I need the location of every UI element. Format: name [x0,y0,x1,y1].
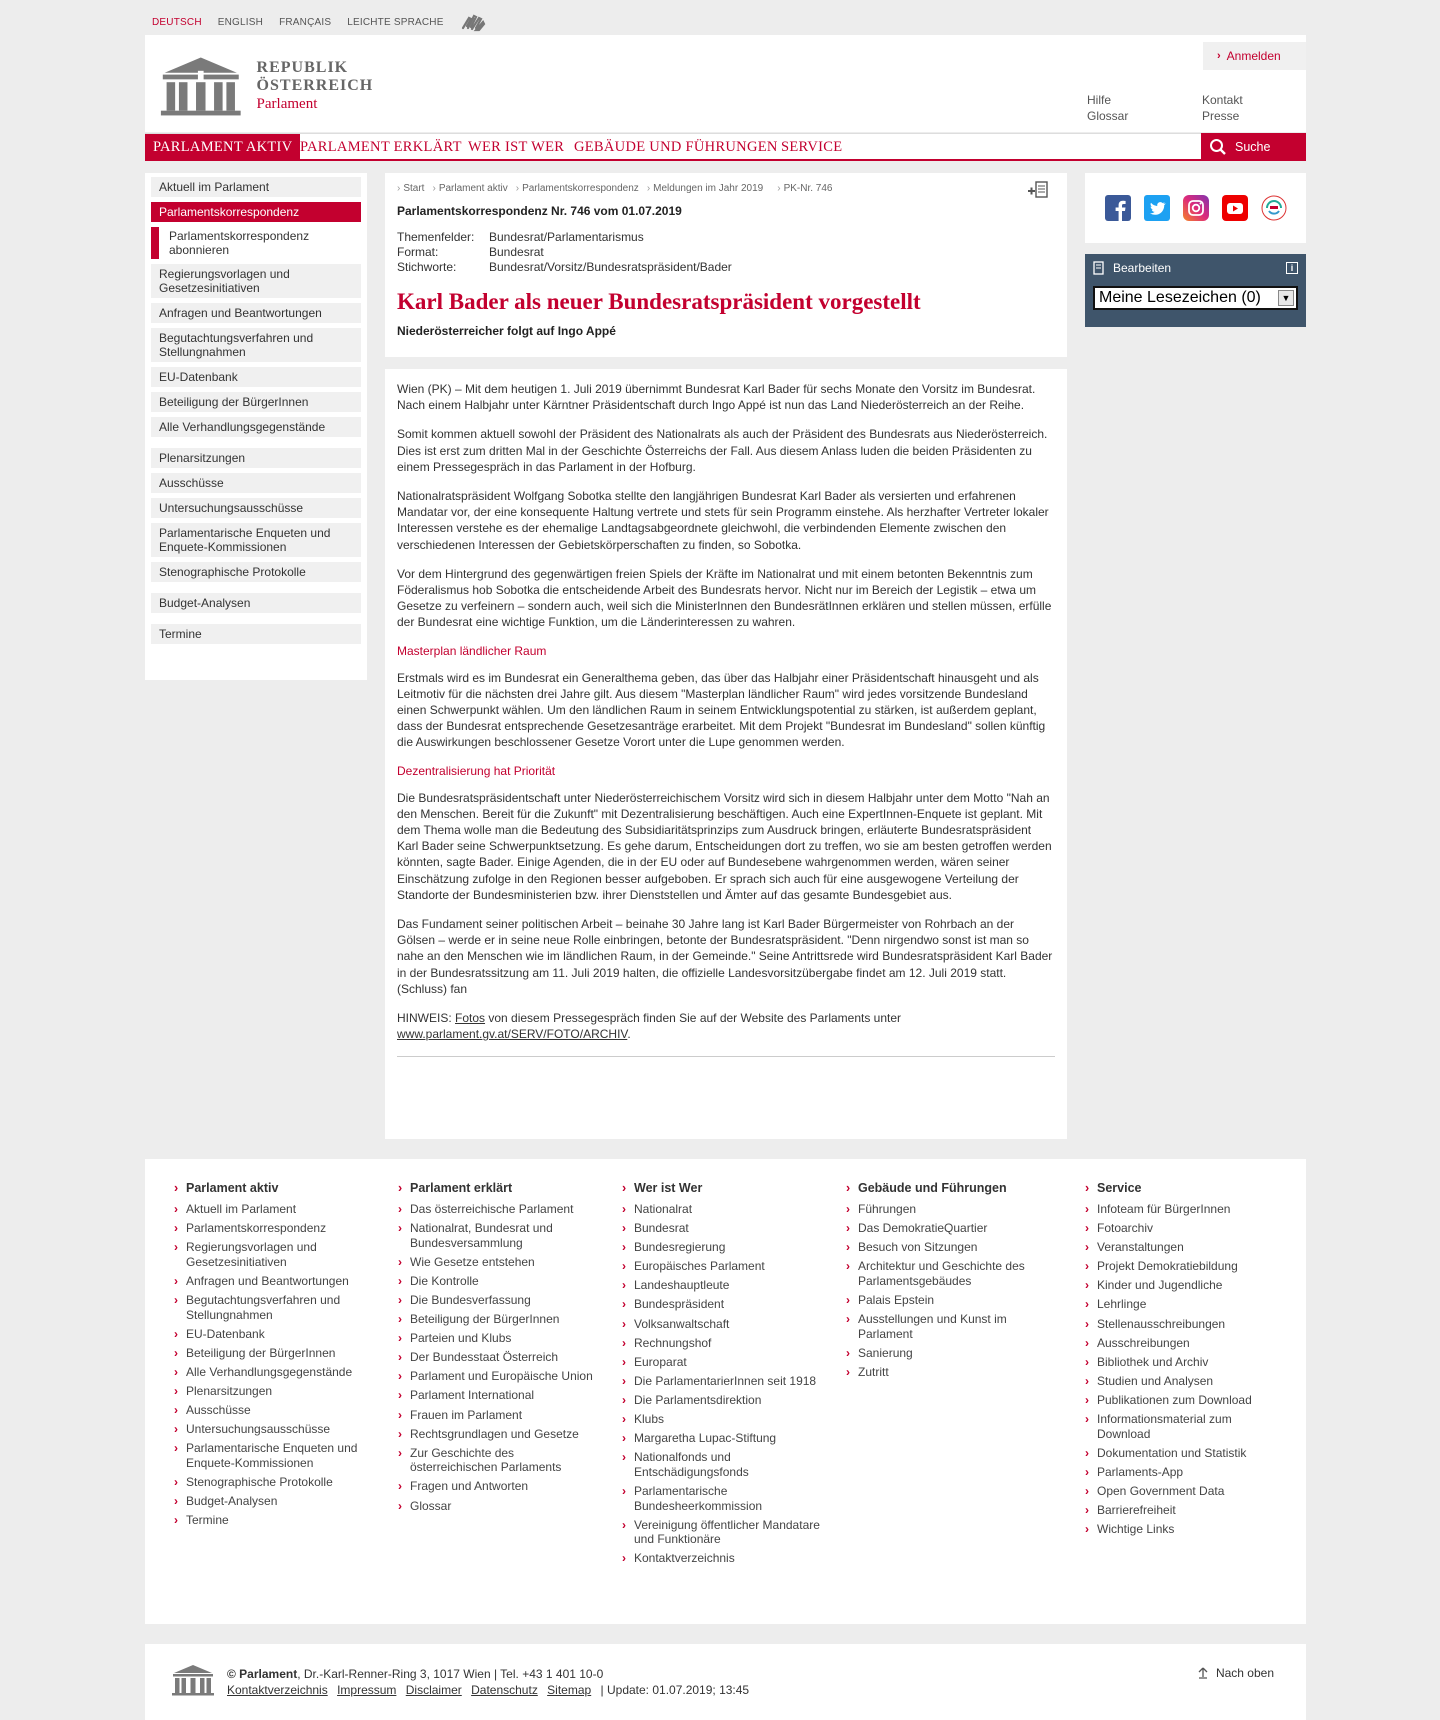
sitemap-link[interactable]: › Volksanwaltschaft [622,1317,822,1332]
sitemap-link[interactable]: › Das österreichische Parlament [398,1202,598,1217]
sitemap-link[interactable]: › Das DemokratieQuartier [846,1221,1046,1236]
sitemap-link[interactable]: › Publikationen zum Download [1085,1393,1285,1408]
footer-address: , Dr.-Karl-Renner-Ring 3, 1017 Wien | Tel. +43 1 401 10-0 [297,1667,604,1681]
sign-language-icon[interactable] [460,12,486,32]
select-value: Meine Lesezeichen (0) [1099,289,1261,306]
footer-link-sitemap[interactable]: Sitemap [547,1683,592,1697]
sitemap-link[interactable]: › Führungen [846,1202,1046,1217]
sitemap-heading[interactable]: › Parlament erklärt [398,1181,598,1195]
glossary-link[interactable]: Glossar [1087,109,1129,123]
sitemap-link[interactable]: › Barrierefreiheit [1085,1503,1285,1518]
sidebar-item-protokolle[interactable]: Stenographische Protokolle [151,562,361,582]
sitemap-link[interactable]: › Kinder und Jugendliche [1085,1278,1285,1293]
photo-archive-link[interactable]: www.parlament.gv.at/SERV/FOTO/ARCHIV [397,1027,628,1042]
sidebar-item-parlamentskorrespondenz[interactable]: Parlamentskorrespondenz [151,202,361,222]
sitemap-link[interactable]: › Veranstaltungen [1085,1240,1285,1255]
footer-link-impressum[interactable]: Impressum [337,1683,397,1697]
sitemap-link[interactable]: › Studien und Analysen [1085,1374,1285,1389]
sidebar-item-eu-datenbank[interactable]: EU-Datenbank [151,367,361,387]
instagram-icon[interactable] [1183,195,1209,221]
sitemap-link[interactable]: › Europarat [622,1355,822,1370]
sitemap-link[interactable]: › Bibliothek und Archiv [1085,1355,1285,1370]
sitemap-link[interactable]: › Stellenausschreibungen [1085,1317,1285,1332]
sitemap-link[interactable]: › Budget-Analysen [174,1494,374,1509]
language-bar [152,14,486,30]
footer-update: | Update: 01.07.2019; 13:45 [600,1683,750,1697]
sitemap-link[interactable]: › Die Parlamentsdirektion [622,1393,822,1408]
sitemap-link[interactable]: › Beteiligung der BürgerInnen [174,1346,374,1361]
footer-link-disclaimer[interactable]: Disclaimer [405,1683,462,1697]
sitemap-heading[interactable]: › Wer ist Wer [622,1181,822,1195]
bookmarks-header [1093,260,1298,276]
lang-french[interactable]: FRANÇAIS [279,16,332,28]
parliament-logo[interactable] [159,53,459,119]
sitemap-link[interactable]: › Bundespräsident [622,1297,822,1312]
sitemap-link[interactable]: › Parlamentarische Bundesheerkommission [622,1484,822,1513]
sidebar-item-enqueten[interactable]: Parlamentarische Enqueten und Enquete-Kommissionen [151,523,361,557]
breadcrumb-parlamentskorrespondenz[interactable]: › Parlamentskorrespondenz [516,183,639,194]
meta-label: Format: [397,245,439,259]
sitemap-link[interactable]: › Frauen im Parlament [398,1408,598,1423]
sitemap-link[interactable]: › Besuch von Sitzungen [846,1240,1046,1255]
note-paragraph [397,1010,1055,1042]
photos-link[interactable]: Fotos [455,1011,486,1026]
nav-parlament-erklaert[interactable]: PARLAMENT ERKLÄRT [300,139,462,155]
sitemap-link[interactable]: › Termine [174,1513,374,1528]
note-text: von diesem Pressegespräch finden Sie auf der Website des Parlaments unter [485,1011,902,1026]
sidebar-item-ausschuesse[interactable]: Ausschüsse [151,473,361,493]
sitemap-link[interactable]: › Dokumentation und Statistik [1085,1446,1285,1461]
logo-subtitle: Parlament [256,96,318,112]
header-links-right [1202,92,1243,124]
search-icon [1209,138,1227,156]
sitemap-link[interactable]: › Die ParlamentarierInnen seit 1918 [622,1374,822,1389]
article-body [385,369,1067,1139]
nav-wer-ist-wer[interactable]: WER IST WER [468,139,565,155]
sitemap-link[interactable]: › Lehrlinge [1085,1297,1285,1312]
lang-english[interactable]: ENGLISH [217,16,264,28]
sidebar-item-termine[interactable]: Termine [151,624,361,644]
login-button[interactable] [1203,42,1306,70]
footer-link-kontaktverzeichnis[interactable]: Kontaktverzeichnis [227,1683,328,1697]
sitemap-link[interactable]: › Wie Gesetze entstehen [398,1255,598,1270]
sitemap-link[interactable]: › Fragen und Antworten [398,1479,598,1494]
lang-german[interactable]: DEUTSCH [152,16,202,28]
logo-title: REPUBLIK ÖSTERREICH [256,59,374,94]
sidebar-item-untersuchungsausschuesse[interactable]: Untersuchungsausschüsse [151,498,361,518]
site-header [145,35,1306,132]
sitemap-link[interactable]: › Glossar [398,1499,598,1514]
sitemap-link[interactable]: › Klubs [622,1412,822,1427]
breadcrumb-meldungen[interactable]: › Meldungen im Jahr 2019 [647,183,763,194]
main-navigation [145,133,1306,161]
bottom-footer [145,1644,1306,1720]
sidebar-item-regierungsvorlagen[interactable]: Regierungsvorlagen und Gesetzesinitiativen [151,264,361,298]
sitemap-link[interactable]: › Rechnungshof [622,1336,822,1351]
sitemap-link[interactable]: › Kontaktverzeichnis [622,1551,822,1566]
sitemap-link[interactable]: › Parlamentskorrespondenz [174,1221,374,1236]
sidebar-item-anfragen[interactable]: Anfragen und Beantwortungen [151,303,361,323]
bookmarks-select[interactable] [1093,286,1298,310]
sitemap-link[interactable]: › Die Kontrolle [398,1274,598,1289]
paragraph: Wien (PK) – Mit dem heutigen 1. Juli 2019 übernimmt Bundesrat Karl Bader für sechs Monate den Vorsitz im Bundesrat. Nach einem Halbjahr unter Kärntner Präsidentschaft durch Ingo Appé ist nun das Land Niederösterreich an der Reihe. [397,382,1036,413]
back-to-top-label: Nach oben [1215,1666,1274,1680]
divider [397,1056,1055,1057]
sitemap-link[interactable]: › Parlament International [398,1388,598,1403]
sidebar-item-plenarsitzungen[interactable]: Plenarsitzungen [151,448,361,468]
sitemap-link[interactable]: › Fotoarchiv [1085,1221,1285,1236]
meta-label: Themenfelder: [397,230,475,244]
breadcrumb-start[interactable]: › Start [397,183,424,194]
article-meta [385,173,1067,357]
help-link[interactable]: Hilfe [1087,93,1112,107]
sitemap-link[interactable]: › Infoteam für BürgerInnen [1085,1202,1285,1217]
sitemap-column-parlament-erklaert [398,1181,598,1518]
sitemap-link[interactable]: › Zutritt [846,1365,1046,1380]
contact-link[interactable]: Kontakt [1202,93,1243,107]
sitemap-heading[interactable]: › Gebäude und Führungen [846,1181,1046,1195]
bookmarks-panel [1085,254,1306,327]
meta-value: Bundesrat/Vorsitz/Bundesratspräsident/Bader [489,260,732,274]
sitemap-link[interactable]: › Open Government Data [1085,1484,1285,1499]
search-button[interactable] [1201,133,1306,161]
sitemap-link[interactable]: › Wichtige Links [1085,1522,1285,1537]
sitemap-link[interactable]: › Nationalfonds und Entschädigungsfonds [622,1450,822,1479]
sitemap-link[interactable]: › Anfragen und Beantwortungen [174,1274,374,1289]
breadcrumb-parlament-aktiv[interactable]: › Parlament aktiv [432,183,507,194]
sidebar-item-aktuell[interactable]: Aktuell im Parlament [151,177,361,197]
parliament-building-icon [171,1664,215,1696]
sidebar-item-begutachtung[interactable]: Begutachtungsverfahren und Stellungnahmen [151,328,361,362]
parliament-building-icon [159,54,243,118]
sidebar [145,173,367,680]
paragraph: Erstmals wird es im Bundesrat ein Generalthema geben, das über das Halbjahr einer Präsidentschaft hinausgeht und als Leitmotiv für die nächsten drei Jahre gilt. Aus diesem "Masterplan ländlicher Raum" wird jedes vorsitzende Bundesland einen Schwerpunkt wählen. Um den ländlichen Raum in seinem Entwicklungspotential zu stärken, ist außerdem geplant, dass der Bundesrat entsprechende Gesetzesanträge erarbeitet. Mit dem Projekt "Bundesrat im Bundesland" sollen künftig die Auswirkungen beschlossener Gesetze Vorort unter die Lupe genommen werden. [397,670,1046,750]
sitemap-column-wer-ist-wer [622,1181,822,1570]
nav-gebaeude-fuehrungen[interactable]: GEBÄUDE UND FÜHRUNGEN [574,139,778,155]
nav-service[interactable]: SERVICE [781,139,843,155]
sitemap-link[interactable]: › Nationalrat [622,1202,822,1217]
breadcrumb [397,183,1055,194]
sitemap-link[interactable]: › Sanierung [846,1346,1046,1361]
twitter-icon[interactable] [1144,195,1170,221]
section-heading: Masterplan ländlicher Raum [397,643,547,658]
sitemap-link[interactable]: › EU-Datenbank [174,1327,374,1342]
demokratiewebstatt-icon[interactable] [1261,195,1287,221]
footer-sitemap [145,1159,1306,1624]
meta-value: Bundesrat/Parlamentarismus [489,230,644,244]
press-link[interactable]: Presse [1202,109,1240,123]
sitemap-link[interactable]: › Begutachtungsverfahren und Stellungnahmen [174,1293,374,1322]
sitemap-link[interactable]: › Zur Geschichte des österreichischen Parlaments [398,1446,598,1475]
sitemap-link[interactable]: › Parlamentarische Enqueten und Enquete-Kommissionen [174,1441,374,1470]
edit-label: Bearbeiten [1113,261,1172,275]
sitemap-link[interactable]: › Untersuchungsausschüsse [174,1422,374,1437]
info-icon[interactable]: i [1286,262,1298,274]
chevron-right-icon: › [1217,50,1221,62]
sitemap-link[interactable]: › Palais Epstein [846,1293,1046,1308]
sitemap-link[interactable]: › Parlaments-App [1085,1465,1285,1480]
sitemap-link[interactable]: › Plenarsitzungen [174,1384,374,1399]
header-links-left [1087,92,1128,124]
sidebar-item-beteiligung[interactable]: Beteiligung der BürgerInnen [151,392,361,412]
chevron-down-icon: ▼ [1278,290,1294,306]
breadcrumb-current: › PK-Nr. 746 [777,183,832,194]
paragraph: Vor dem Hintergrund des gegenwärtigen freien Spiels der Kräfte im Nationalrat und mit einem betonten Bekenntnis zum Föderalismus hob Sobotka die entscheidende Arbeit des Bundesrats hervor. Nicht nur im Bereich der Legistik – etwa um Gesetze zu verfeinern – sondern auch, weil sich die MinisterInnen den BundesrätInnen erklären und stellen müssen, erfülle der Bundesrat eine wichtige Funktion, um die Länderinteressen zu wahren. [397,566,1052,630]
footer-info [227,1666,749,1698]
sitemap-link[interactable]: › Margaretha Lupac-Stiftung [622,1431,822,1446]
sitemap-heading[interactable]: › Parlament aktiv [174,1181,374,1195]
meta-table [397,230,1055,275]
sitemap-link[interactable]: › Nationalrat, Bundesrat und Bundesversammlung [398,1221,598,1250]
meta-value: Bundesrat [489,245,544,259]
sitemap-link[interactable]: › Parlament und Europäische Union [398,1369,598,1384]
paragraph: Die Bundesratspräsidentschaft unter Niederösterreichischem Vorsitz wird sich in diesem Halbjahr unter dem Motto "Nah an den Menschen. Bereit für die Zukunft" mit Dezentralisierung beschäftigen. Auch eine ExpertInnen-Enquete ist geplant. Mit dem Thema wolle man die Bedeutung des Subsidiaritätsprinzips zum Ausdruck bringen, erläuterte Bundesratspräsident Karl Bader seine Schwerpunktsetzung. Es gehe darum, Entscheidungen dort zu treffen, wo sie am besten getroffen werden könnten, sagte Bader. Einige Agenden, die in der EU oder auf Bundesebene wahrgenommen werden, wären seiner Einschätzung zufolge in den Regionen besser aufgeboben. Er sprach sich auch für eine ausgewogene Verteilung der Standorte der Bundesministerien bzw. ihrer Dienststellen und Ämter auf das gesamte Bundesgebiet aus. [397,790,1052,902]
social-links [1085,173,1306,243]
sitemap-link[interactable]: › Europäisches Parlament [622,1259,822,1274]
bookmark-icon [1093,261,1105,275]
sitemap-link[interactable]: › Ausschüsse [174,1403,374,1418]
paragraph: Das Fundament seiner politischen Arbeit – beinahe 30 Jahre lang ist Karl Bader Bürgermeister von Rohrbach an der Gölsen – werde er in seine neue Rolle einbringen, betonte der Bundesratspräsident. "Denn nirgendwo sonst ist man so nahe an den Menschen wie im ländlichen Raum, in der Gemeinde." Seine Antrittsrede wird Bundesratspräsident Karl Bader in der Bundesratssitzung am 11. Juli 2019 halten, die offizielle Landesvorsitzübergabe findet am 12. Juli 2019 statt. (Schluss) fan [397,917,1053,996]
paragraph: Nationalratspräsident Wolfgang Sobotka stellte den langjährigen Bundesrat Karl Bader als versierten und erfahrenen Mandatar vor, der eine konsequente Haltung vertrete und stets für sein Programm einstehe. Als herzhafter Vertreter lokaler Interessen verstehe es der ehemalige Landtagsabgeordnete gleichwohl, die verbindenden Elemente zwischen den verschiedenen Interessen der Gebietskörperschaften zu finden, so Sobotka. [397,489,1049,552]
sidebar-item-budget[interactable]: Budget-Analysen [151,593,361,613]
youtube-icon[interactable] [1222,195,1248,221]
footer-link-datenschutz[interactable]: Datenschutz [471,1683,538,1697]
sitemap-column-service [1085,1181,1285,1541]
lang-easy-language[interactable]: LEICHTE SPRACHE [347,16,444,28]
sidebar-subitem-abonnieren[interactable]: Parlamentskorrespondenz abonnieren [151,227,361,259]
login-label: Anmelden [1226,49,1281,63]
sitemap-link[interactable]: › Projekt Demokratiebildung [1085,1259,1285,1274]
sitemap-link[interactable]: › Beteiligung der BürgerInnen [398,1312,598,1327]
sitemap-link[interactable]: › Die Bundesverfassung [398,1293,598,1308]
arrow-up-icon [1198,1667,1208,1679]
facebook-icon[interactable] [1105,195,1131,221]
note-prefix: HINWEIS: [397,1011,456,1026]
nav-parlament-aktiv[interactable]: PARLAMENT AKTIV [145,134,300,160]
sitemap-link[interactable]: › Stenographische Protokolle [174,1475,374,1490]
bookmark-add-icon[interactable] [1027,181,1049,199]
note-end: . [627,1027,631,1042]
sitemap-link[interactable]: › Ausstellungen und Kunst im Parlament [846,1312,1046,1341]
press-release-number: Parlamentskorrespondenz Nr. 746 vom 01.07.2019 [397,204,682,218]
sitemap-link[interactable]: › Bundesrat [622,1221,822,1236]
sitemap-link[interactable]: › Bundesregierung [622,1240,822,1255]
search-label: Suche [1235,140,1271,154]
sitemap-link[interactable]: › Rechtsgrundlagen und Gesetze [398,1427,598,1442]
sitemap-link[interactable]: › Der Bundesstaat Österreich [398,1350,598,1365]
section-heading: Dezentralisierung hat Priorität [397,763,556,778]
sitemap-link[interactable]: › Parteien und Klubs [398,1331,598,1346]
article-subheadline: Niederösterreicher folgt auf Ingo Appé [397,324,616,338]
sitemap-link[interactable]: › Vereinigung öffentlicher Mandatare und Funktionäre [622,1518,822,1547]
sitemap-column-parlament-aktiv [174,1181,374,1532]
paragraph: Somit kommen aktuell sowohl der Präsident des Nationalrats als auch der Präsident des Bundesrats aus Niederösterreich. Dies ist erst zum dritten Mal in der Geschichte Österreichs der Fall. Aus diesem Anlass luden die beiden Präsidenten zu einem Pressegespräch in das Parlament in der Hofburg. [397,427,1048,474]
sitemap-link[interactable]: › Informationsmaterial zum Download [1085,1412,1285,1441]
sitemap-column-gebaeude [846,1181,1046,1384]
sitemap-link[interactable]: › Architektur und Geschichte des Parlamentsgebäudes [846,1259,1046,1288]
sitemap-link[interactable]: › Aktuell im Parlament [174,1202,374,1217]
sitemap-link[interactable]: › Landeshauptleute [622,1278,822,1293]
meta-label: Stichworte: [397,260,457,274]
article-headline: Karl Bader als neuer Bundesratspräsident vorgestellt [397,289,921,314]
sidebar-item-verhandlungsgegenstaende[interactable]: Alle Verhandlungsgegenstände [151,417,361,437]
sitemap-link[interactable]: › Regierungsvorlagen und Gesetzesinitiativen [174,1240,374,1269]
sitemap-heading[interactable]: › Service [1085,1181,1285,1195]
sitemap-link[interactable]: › Ausschreibungen [1085,1336,1285,1351]
footer-org: © Parlament [227,1667,298,1681]
sitemap-link[interactable]: › Alle Verhandlungsgegenstände [174,1365,374,1380]
back-to-top-button[interactable] [1198,1666,1274,1680]
